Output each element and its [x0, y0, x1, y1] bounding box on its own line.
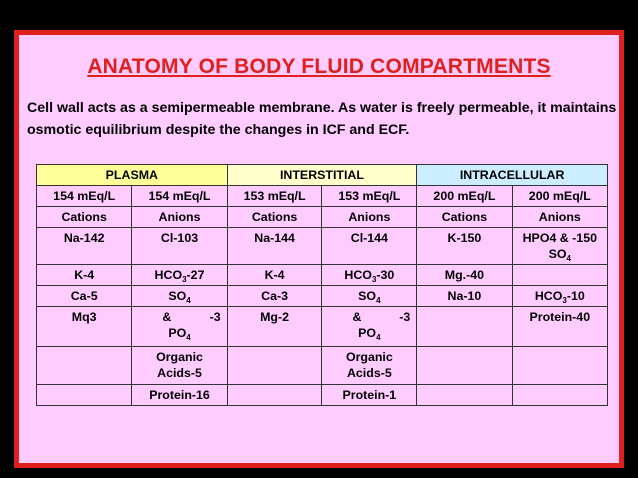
table-cell: 154 mEq/L [132, 186, 227, 207]
table-cell: Mg-2 [227, 307, 322, 347]
formula-text: PO [358, 326, 377, 340]
table-cell: Mg.-40 [417, 265, 512, 286]
slide-frame [14, 30, 624, 468]
formula-text: HCO [154, 268, 183, 282]
subscript: 4 [566, 254, 571, 263]
table-cell: 200 mEq/L [417, 186, 512, 207]
table-cell: Cations [417, 207, 512, 228]
table-cell [322, 265, 417, 286]
table-cell [417, 385, 512, 406]
formula-text: SO [168, 289, 187, 303]
table-cell: K-4 [37, 265, 132, 286]
slide-subtitle: Cell wall acts as a semipermeable membrane. As water is freely permeable, it maintains osmotic equilibrium despite the changes in ICF and ECF. [27, 100, 617, 138]
formula-text: PO [168, 326, 187, 340]
subscript: 3 [371, 275, 377, 284]
formula-text: HCO [344, 268, 372, 282]
table-cell [132, 347, 227, 385]
ampersand: & [162, 310, 172, 324]
table-cell [132, 265, 227, 286]
table-cell: Cl-103 [132, 228, 227, 265]
table-cell: Anions [132, 207, 227, 228]
table-cell [512, 286, 607, 307]
ampersand: & [352, 310, 362, 324]
slide-title: ANATOMY OF BODY FLUID COMPARTMENTS [87, 55, 551, 78]
table-row [37, 385, 608, 406]
table-cell: Ca-3 [227, 286, 322, 307]
table-cell: Mq3 [37, 307, 132, 347]
table-cell [322, 347, 417, 385]
units-row [37, 186, 608, 207]
table-cell [322, 286, 417, 307]
table-cell: Cl-144 [322, 228, 417, 265]
table-cell [37, 347, 132, 385]
subscript: 4 [186, 333, 191, 342]
table-cell [512, 347, 607, 385]
table-cell: Na-10 [417, 286, 512, 307]
table-cell: Anions [512, 207, 607, 228]
cell-text [134, 325, 224, 341]
cell-text: HPO4 & -150 [522, 231, 597, 245]
subscript: 3 [182, 275, 187, 284]
table-row [37, 347, 608, 385]
header-interstitial: INTERSTITIAL [227, 165, 417, 186]
table-cell: Ca-5 [37, 286, 132, 307]
formula-text: -30 [376, 268, 395, 282]
formula-text: SO [548, 247, 567, 261]
cell-text [324, 309, 414, 325]
header-plasma: PLASMA [37, 165, 228, 186]
cell-text [515, 246, 605, 262]
fluid-compartments-table [36, 164, 608, 406]
table-cell: Protein-1 [322, 385, 417, 406]
table-cell [227, 347, 322, 385]
table-row [37, 265, 608, 286]
table-row [37, 228, 608, 265]
table-cell: K-4 [227, 265, 322, 286]
table-cell: 154 mEq/L [37, 186, 132, 207]
kind-row [37, 207, 608, 228]
subscript: 4 [186, 296, 191, 305]
formula-text: SO [358, 289, 377, 303]
table-cell: K-150 [417, 228, 512, 265]
cell-text: Organic [345, 350, 393, 364]
subscript: 4 [376, 296, 381, 305]
header-intracellular: INTRACELLULAR [417, 165, 608, 186]
formula-text: HCO [534, 289, 563, 303]
table-cell: Na-144 [227, 228, 322, 265]
table-cell [417, 307, 512, 347]
table-cell: Protein-16 [132, 385, 227, 406]
table-cell [132, 286, 227, 307]
table-cell: Protein-40 [512, 307, 607, 347]
table-cell [132, 307, 227, 347]
table-cell: Na-142 [37, 228, 132, 265]
subscript: 4 [376, 333, 381, 342]
table-cell [37, 385, 132, 406]
table-cell [227, 385, 322, 406]
table-cell: 200 mEq/L [512, 186, 607, 207]
table-row [37, 286, 608, 307]
table-cell [417, 347, 512, 385]
table-row [37, 307, 608, 347]
cell-text [134, 309, 224, 325]
cell-text: Organic [156, 350, 203, 364]
valence: -3 [209, 310, 221, 324]
table-cell: 153 mEq/L [322, 186, 417, 207]
table-cell: Cations [37, 207, 132, 228]
table-cell: Anions [322, 207, 417, 228]
formula-text: -10 [566, 289, 585, 303]
table-cell [512, 228, 607, 265]
subscript: 3 [562, 296, 567, 305]
table-cell: Cations [227, 207, 322, 228]
valence: -3 [399, 310, 411, 324]
cell-text: Acids-5 [346, 366, 392, 380]
cell-text: Acids-5 [157, 366, 202, 380]
table-cell [512, 385, 607, 406]
formula-text: -27 [186, 268, 205, 282]
table-cell: 153 mEq/L [227, 186, 322, 207]
table-cell [512, 265, 607, 286]
table-cell [322, 307, 417, 347]
cell-text [324, 325, 414, 341]
header-row [37, 165, 608, 186]
